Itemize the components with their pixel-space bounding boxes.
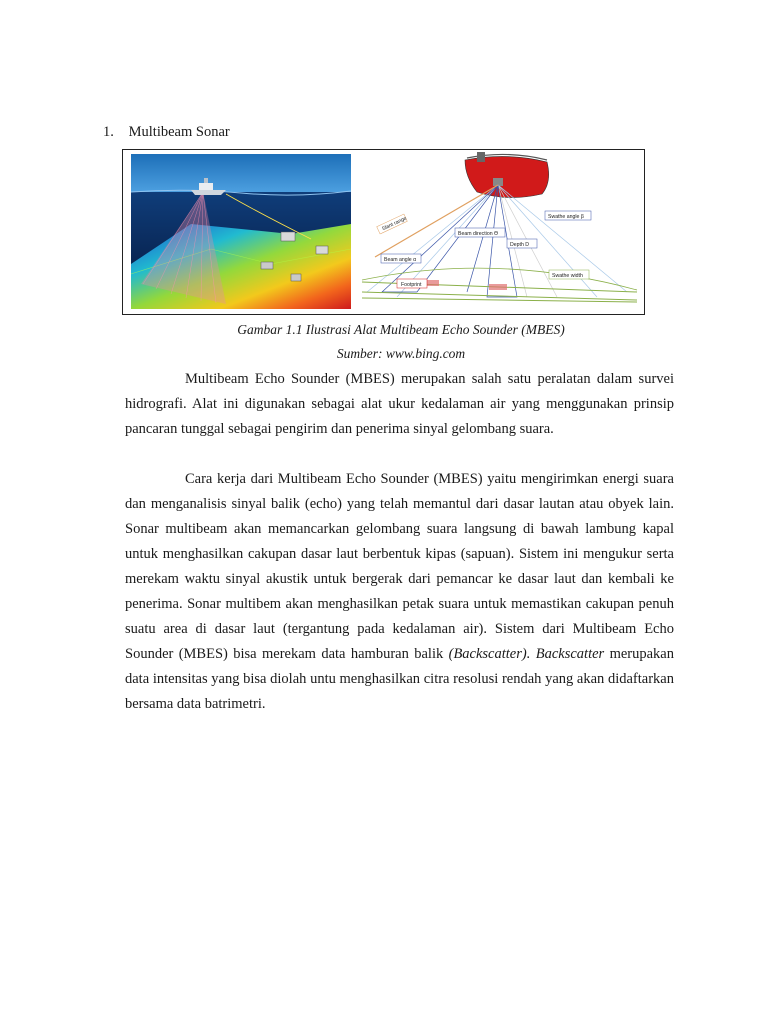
backscatter-term-1: (Backscatter). <box>448 646 531 662</box>
backscatter-term-2: Backscatter <box>535 646 605 662</box>
mbes-geometry-diagram <box>357 152 641 312</box>
mbes-survey-illustration <box>131 154 351 309</box>
hull <box>465 152 549 198</box>
paragraph-2-text-a: Cara kerja dari Multibeam Echo Sounder (MBES) yaitu mengirimkan energi suara dan menganalisis sinyal balik (echo) yang telah memantul dari dasar lautan atau obyek lain. Sonar multibeam akan memancarkan gelombang suara langsung di bawah lambung kapal untuk menghasilkan cakupan dasar laut berbentuk kipas (sapuan). Sistem ini mengukur serta merekam waktu sinyal akustik untuk bergerak dari pemancar ke dasar laut dan kembali ke penerima. Sonar multibem akan menghasilkan petak suara untuk memastikan cakupan penuh suatu area di dasar laut (tergantung pada kedalaman air). Sistem dari Multibeam Echo Sounder (MBES) bisa merekam data hamburan balik <box>125 471 674 662</box>
figure-frame <box>122 149 645 315</box>
paragraph-1-text: Multibeam Echo Sounder (MBES) merupakan salah satu peralatan dalam survei hidrografi. Alat ini digunakan sebagai alat ukur kedalaman air yang menggunakan prinsip pancaran tunggal sebagai pengirim dan penerima sinyal gelombang suara. <box>125 371 674 437</box>
label-beam-direction: Beam direction Θ <box>458 231 499 237</box>
paragraph-2 <box>125 467 674 717</box>
label-beam-angle: Beam angle α <box>384 257 417 263</box>
label-depth: Depth D <box>510 242 530 248</box>
diagram-labels <box>377 211 591 288</box>
figure-source: Sumber: www.bing.com <box>336 346 466 361</box>
label-swathe-angle: Swathe angle β <box>548 214 584 220</box>
section-number: 1. <box>103 124 114 140</box>
figure-caption: Gambar 1.1 Ilustrasi Alat Multibeam Echo Sounder (MBES) <box>237 322 565 337</box>
label-swathe-width: Swathe width <box>552 273 583 279</box>
paragraph-2-text-b: merupakan data intensitas yang bisa diolah untu menghasilkan citra resolusi rendah yang akan didaftarkan bersama data batrimetri. <box>125 646 674 712</box>
paragraph-1 <box>125 367 674 442</box>
label-footprint: Footprint <box>401 282 422 288</box>
label-slant-range: Slant range <box>381 215 408 233</box>
section-title: Multibeam Sonar <box>128 124 230 140</box>
section-heading <box>103 123 230 141</box>
